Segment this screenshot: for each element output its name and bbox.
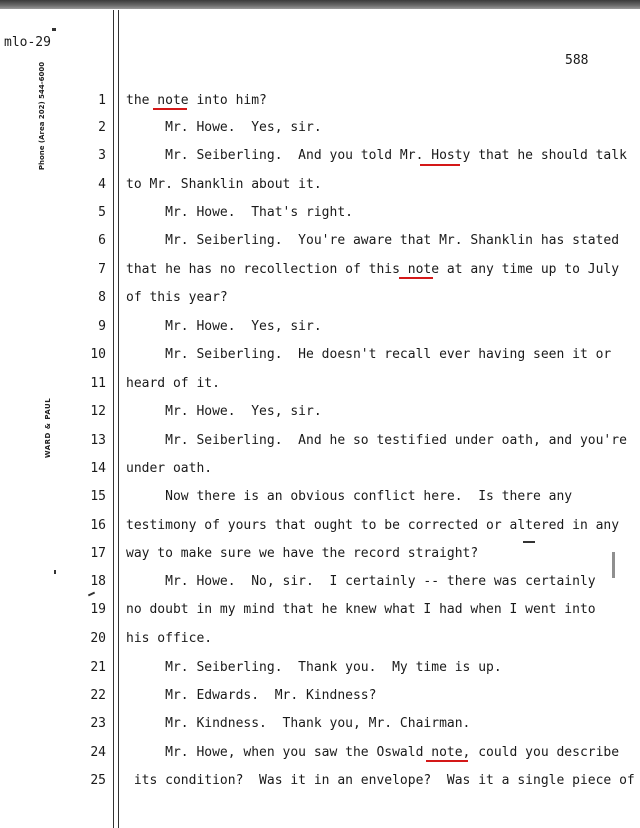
- transcript-line: Now there is an obvious conflict here. Is there any: [126, 489, 573, 504]
- line-number: 22: [90, 688, 106, 703]
- line-number: 3: [98, 148, 106, 163]
- red-underline-mark: [399, 277, 433, 279]
- line-number: 2: [98, 120, 106, 135]
- transcript-line: heard of it.: [126, 376, 220, 391]
- margin-rule-left: [113, 10, 114, 828]
- transcript-line: Mr. Seiberling. He doesn't recall ever having seen it or: [126, 347, 612, 362]
- transcript-line: Mr. Howe. Yes, sir.: [126, 319, 322, 334]
- line-number: 5: [98, 205, 106, 220]
- transcript-line: to Mr. Shanklin about it.: [126, 177, 322, 192]
- line-number: 9: [98, 319, 106, 334]
- line-number: 11: [90, 376, 106, 391]
- line-number: 25: [90, 773, 106, 788]
- transcript-line: Mr. Edwards. Mr. Kindness?: [126, 688, 377, 703]
- transcript-line: Mr. Howe. That's right.: [126, 205, 353, 220]
- line-number: 18: [90, 574, 106, 589]
- scan-speck: [52, 28, 56, 31]
- transcript-line: Mr. Seiberling. You're aware that Mr. Shanklin has stated: [126, 233, 620, 248]
- line-number: 20: [90, 631, 106, 646]
- transcript-line: Mr. Seiberling. And you told Mr. Hosty that he should talk: [126, 148, 627, 163]
- scan-speck: [54, 570, 56, 574]
- scan-top-edge: [0, 0, 640, 9]
- margin-rule-right: [118, 10, 119, 828]
- phone-margin-note: Phone (Area 202) 544-6000: [38, 61, 46, 171]
- document-id: mlo-29: [4, 35, 51, 50]
- line-number: 13: [90, 433, 106, 448]
- transcript-line: his office.: [126, 631, 213, 646]
- transcript-line: Mr. Kindness. Thank you, Mr. Chairman.: [126, 716, 471, 731]
- line-number: 16: [90, 518, 106, 533]
- transcript-line: testimony of yours that ought to be corrected or altered in any: [126, 518, 620, 533]
- transcript-line: under oath.: [126, 461, 213, 476]
- line-number: 14: [90, 461, 106, 476]
- transcript-line: of this year?: [126, 290, 228, 305]
- line-number: 17: [90, 546, 106, 561]
- transcript-line: way to make sure we have the record straight?: [126, 546, 479, 561]
- line-number: 1: [98, 93, 106, 108]
- red-underline-mark: [420, 164, 460, 166]
- transcript-line: Mr. Seiberling. And he so testified under oath, and you're: [126, 433, 627, 448]
- red-underline-mark: [426, 760, 468, 762]
- transcript-line: that he has no recollection of this note at any time up to July: [126, 262, 620, 277]
- scan-speck: [523, 541, 535, 543]
- line-number: 6: [98, 233, 106, 248]
- line-number: 15: [90, 489, 106, 504]
- line-number: 12: [90, 404, 106, 419]
- line-number: 7: [98, 262, 106, 277]
- transcript-line: no doubt in my mind that he knew what I had when I went into: [126, 602, 596, 617]
- line-number: 8: [98, 290, 106, 305]
- transcript-line: Mr. Howe. Yes, sir.: [126, 404, 322, 419]
- line-number: 24: [90, 745, 106, 760]
- line-number: 23: [90, 716, 106, 731]
- scan-speck: [612, 552, 615, 578]
- page-number: 588: [565, 53, 589, 68]
- line-number: 10: [90, 347, 106, 362]
- transcript-line: Mr. Howe, when you saw the Oswald note, could you describe: [126, 745, 620, 760]
- scan-speck: [88, 592, 95, 597]
- red-underline-mark: [153, 108, 187, 110]
- line-number: 19: [90, 602, 106, 617]
- line-number: 4: [98, 177, 106, 192]
- firm-margin-note: WARD & PAUL: [44, 397, 52, 459]
- transcript-line: the note into him?: [126, 93, 267, 108]
- transcript-line: Mr. Seiberling. Thank you. My time is up.: [126, 660, 502, 675]
- line-number: 21: [90, 660, 106, 675]
- transcript-line: Mr. Howe. Yes, sir.: [126, 120, 322, 135]
- transcript-line: Mr. Howe. No, sir. I certainly -- there was certainly: [126, 574, 596, 589]
- transcript-line: its condition? Was it in an envelope? Was it a single piece of: [126, 773, 635, 788]
